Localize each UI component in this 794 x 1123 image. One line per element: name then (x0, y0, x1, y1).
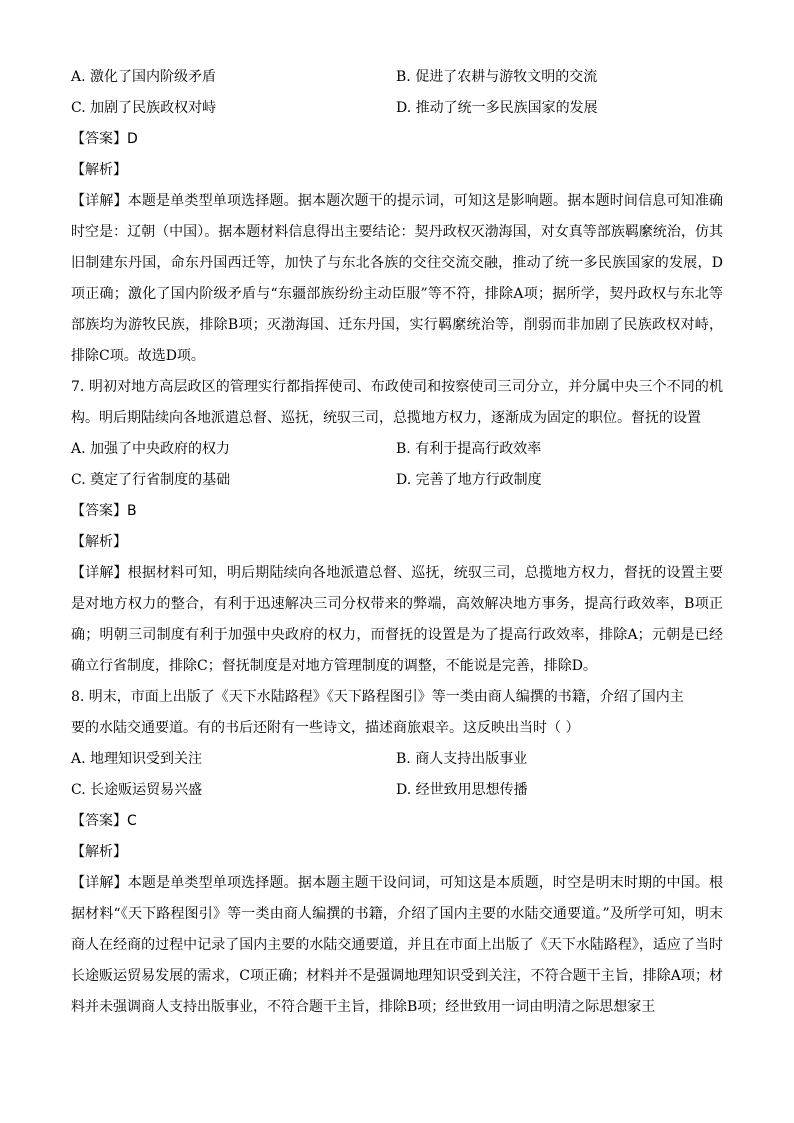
q7-option-a: A. 加强了中央政府的权力 (71, 441, 231, 457)
q6-option-d: D. 推动了统一多民族国家的发展 (396, 100, 598, 116)
q8-options-row-2 (71, 775, 723, 806)
q8-detail: 【详解】本题是单类型单项选择题。据本题主题干设问词，可知这是本质题，时空是明末时期的中国。根据材料“《天下路程图引》等一类由商人编撰的书籍，介绍了国内主要的水陆交通要道。”及所学可知，明末商人在经商的过程中记录了国内主要的水陆交通要道，并且在市面上出版了《天下水陆路程》，适应了当时长途贩运贸易发展的需求，C项正确；材料并不是强调地理知识受到关注，不符合题干主旨，排除A项；材料并未强调商人支持出版事业，不符合题干主旨，排除B项；经世致用一词由明清之际思想家王 (71, 875, 723, 1015)
q8-option-b: B. 商人支持出版事业 (396, 751, 528, 767)
q6-analysis-label: 【解析】 (71, 162, 127, 178)
q6-options-row-2 (71, 93, 723, 124)
q8-analysis-label: 【解析】 (71, 844, 127, 860)
q6-option-c: C. 加剧了民族政权对峙 (71, 100, 217, 116)
q8-options-row-1 (71, 744, 723, 775)
q6-answer: 【答案】D (71, 131, 138, 147)
q6-options-row-1 (71, 62, 723, 93)
q7-options-row-2 (71, 465, 723, 496)
q8-stem-line-2: 要的水陆交通要道。有的书后还附有一些诗文，描述商旅艰辛。这反映出当时（ ） (71, 720, 580, 736)
q7-option-b: B. 有利于提高行政效率 (396, 441, 542, 457)
q6-detail: 【详解】本题是单类型单项选择题。据本题次题干的提示词，可知这是影响题。据本题时间信息可知准确时空是：辽朝（中国）。据本题材料信息得出主要结论：契丹政权灭渤海国，对女真等部族羁縻统治，仿其旧制建东丹国，命东丹国西迁等，加快了与东北各族的交往交流交融，推动了统一多民族国家的发展，D项正确；激化了国内阶级矛盾与“东疆部族纷纷主动臣服”等不符，排除A项；据所学，契丹政权与东北等部族均为游牧民族，排除B项；灭渤海国、迁东丹国，实行羁縻统治等，削弱而非加剧了民族政权对峙，排除C项。故选D项。 (71, 193, 723, 364)
q8-option-c: C. 长途贩运贸易兴盛 (71, 782, 203, 798)
q8-answer: 【答案】C (71, 813, 137, 829)
q7-option-d: D. 完善了地方行政制度 (396, 472, 542, 488)
q7-detail: 【详解】根据材料可知，明后期陆续向各地派遣总督、巡抚，统驭三司，总揽地方权力，督抚的设置主要是对地方权力的整合，有利于迅速解决三司分权带来的弊端，高效解决地方事务，提高行政效率，B项正确；明朝三司制度有利于加强中央政府的权力，而督抚的设置是为了提高行政效率，排除A；元朝是已经确立行省制度，排除C；督抚制度是对地方管理制度的调整，不能说是完善，排除D。 (71, 565, 723, 674)
q6-option-a: A. 激化了国内阶级矛盾 (71, 69, 217, 85)
q8-option-a: A. 地理知识受到关注 (71, 751, 203, 767)
q7-option-c: C. 奠定了行省制度的基础 (71, 472, 231, 488)
q7-analysis-label: 【解析】 (71, 534, 127, 550)
q8-stem-line-1: 8. 明末，市面上出版了《天下水陆路程》《天下路程图引》等一类由商人编撰的书籍，介绍了国内主 (71, 689, 684, 705)
q7-stem: 7. 明初对地方高层政区的管理实行都指挥使司、布政使司和按察使司三司分立，并分属中央三个不同的机构。明后期陆续向各地派遣总督、巡抚，统驭三司，总揽地方权力，逐渐成为固定的职位。督抚的设置 (71, 379, 723, 426)
q7-answer: 【答案】B (71, 503, 137, 519)
document-page (71, 62, 723, 1023)
q8-option-d: D. 经世致用思想传播 (396, 782, 528, 798)
q7-options-row-1 (71, 434, 723, 465)
q6-option-b: B. 促进了农耕与游牧文明的交流 (396, 69, 598, 85)
